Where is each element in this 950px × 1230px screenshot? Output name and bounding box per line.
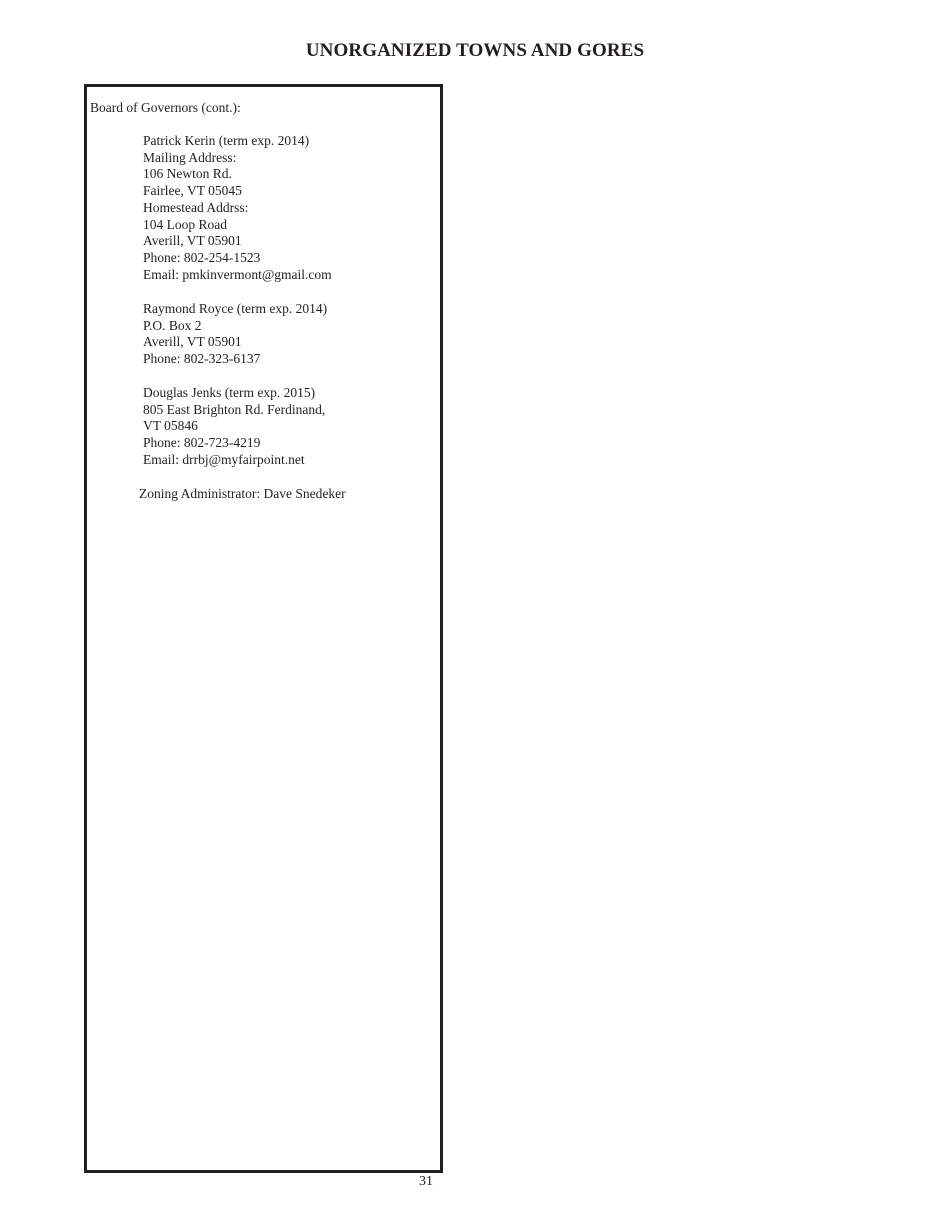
member-entry-douglas-jenks: [143, 385, 325, 469]
page-number: 31: [419, 1174, 433, 1189]
phone-line: Phone: 802-723-4219: [143, 435, 261, 451]
member-name: Patrick Kerin (term exp. 2014): [143, 133, 310, 148]
member-entry-patrick-kerin: [143, 133, 332, 283]
member-entry-raymond-royce: [143, 301, 327, 368]
address-line: P.O. Box 2: [143, 317, 202, 333]
section-heading: Board of Governors (cont.):: [90, 100, 241, 115]
address-line: Averill, VT 05901: [143, 233, 242, 249]
phone-line: Phone: 802-323-6137: [143, 351, 261, 367]
mailing-address-label: Mailing Address:: [143, 149, 237, 165]
member-name: Raymond Royce (term exp. 2014): [143, 301, 328, 316]
email-line: Email: pmkinvermont@gmail.com: [143, 266, 332, 282]
homestead-address-label: Homestead Addrss:: [143, 199, 249, 215]
phone-line: Phone: 802-254-1523: [143, 249, 261, 265]
address-line: VT 05846: [143, 418, 198, 434]
member-name: Douglas Jenks (term exp. 2015): [143, 385, 316, 400]
address-line: 104 Loop Road: [143, 216, 227, 232]
email-line: Email: drrbj@myfairpoint.net: [143, 451, 305, 467]
zoning-administrator: Zoning Administrator: Dave Snedeker: [139, 486, 346, 501]
address-line: 805 East Brighton Rd. Ferdinand,: [143, 401, 326, 417]
address-line: 106 Newton Rd.: [143, 166, 232, 182]
page-title: UNORGANIZED TOWNS AND GORES: [305, 40, 645, 61]
address-line: Averill, VT 05901: [143, 334, 242, 350]
address-line: Fairlee, VT 05045: [143, 183, 242, 199]
